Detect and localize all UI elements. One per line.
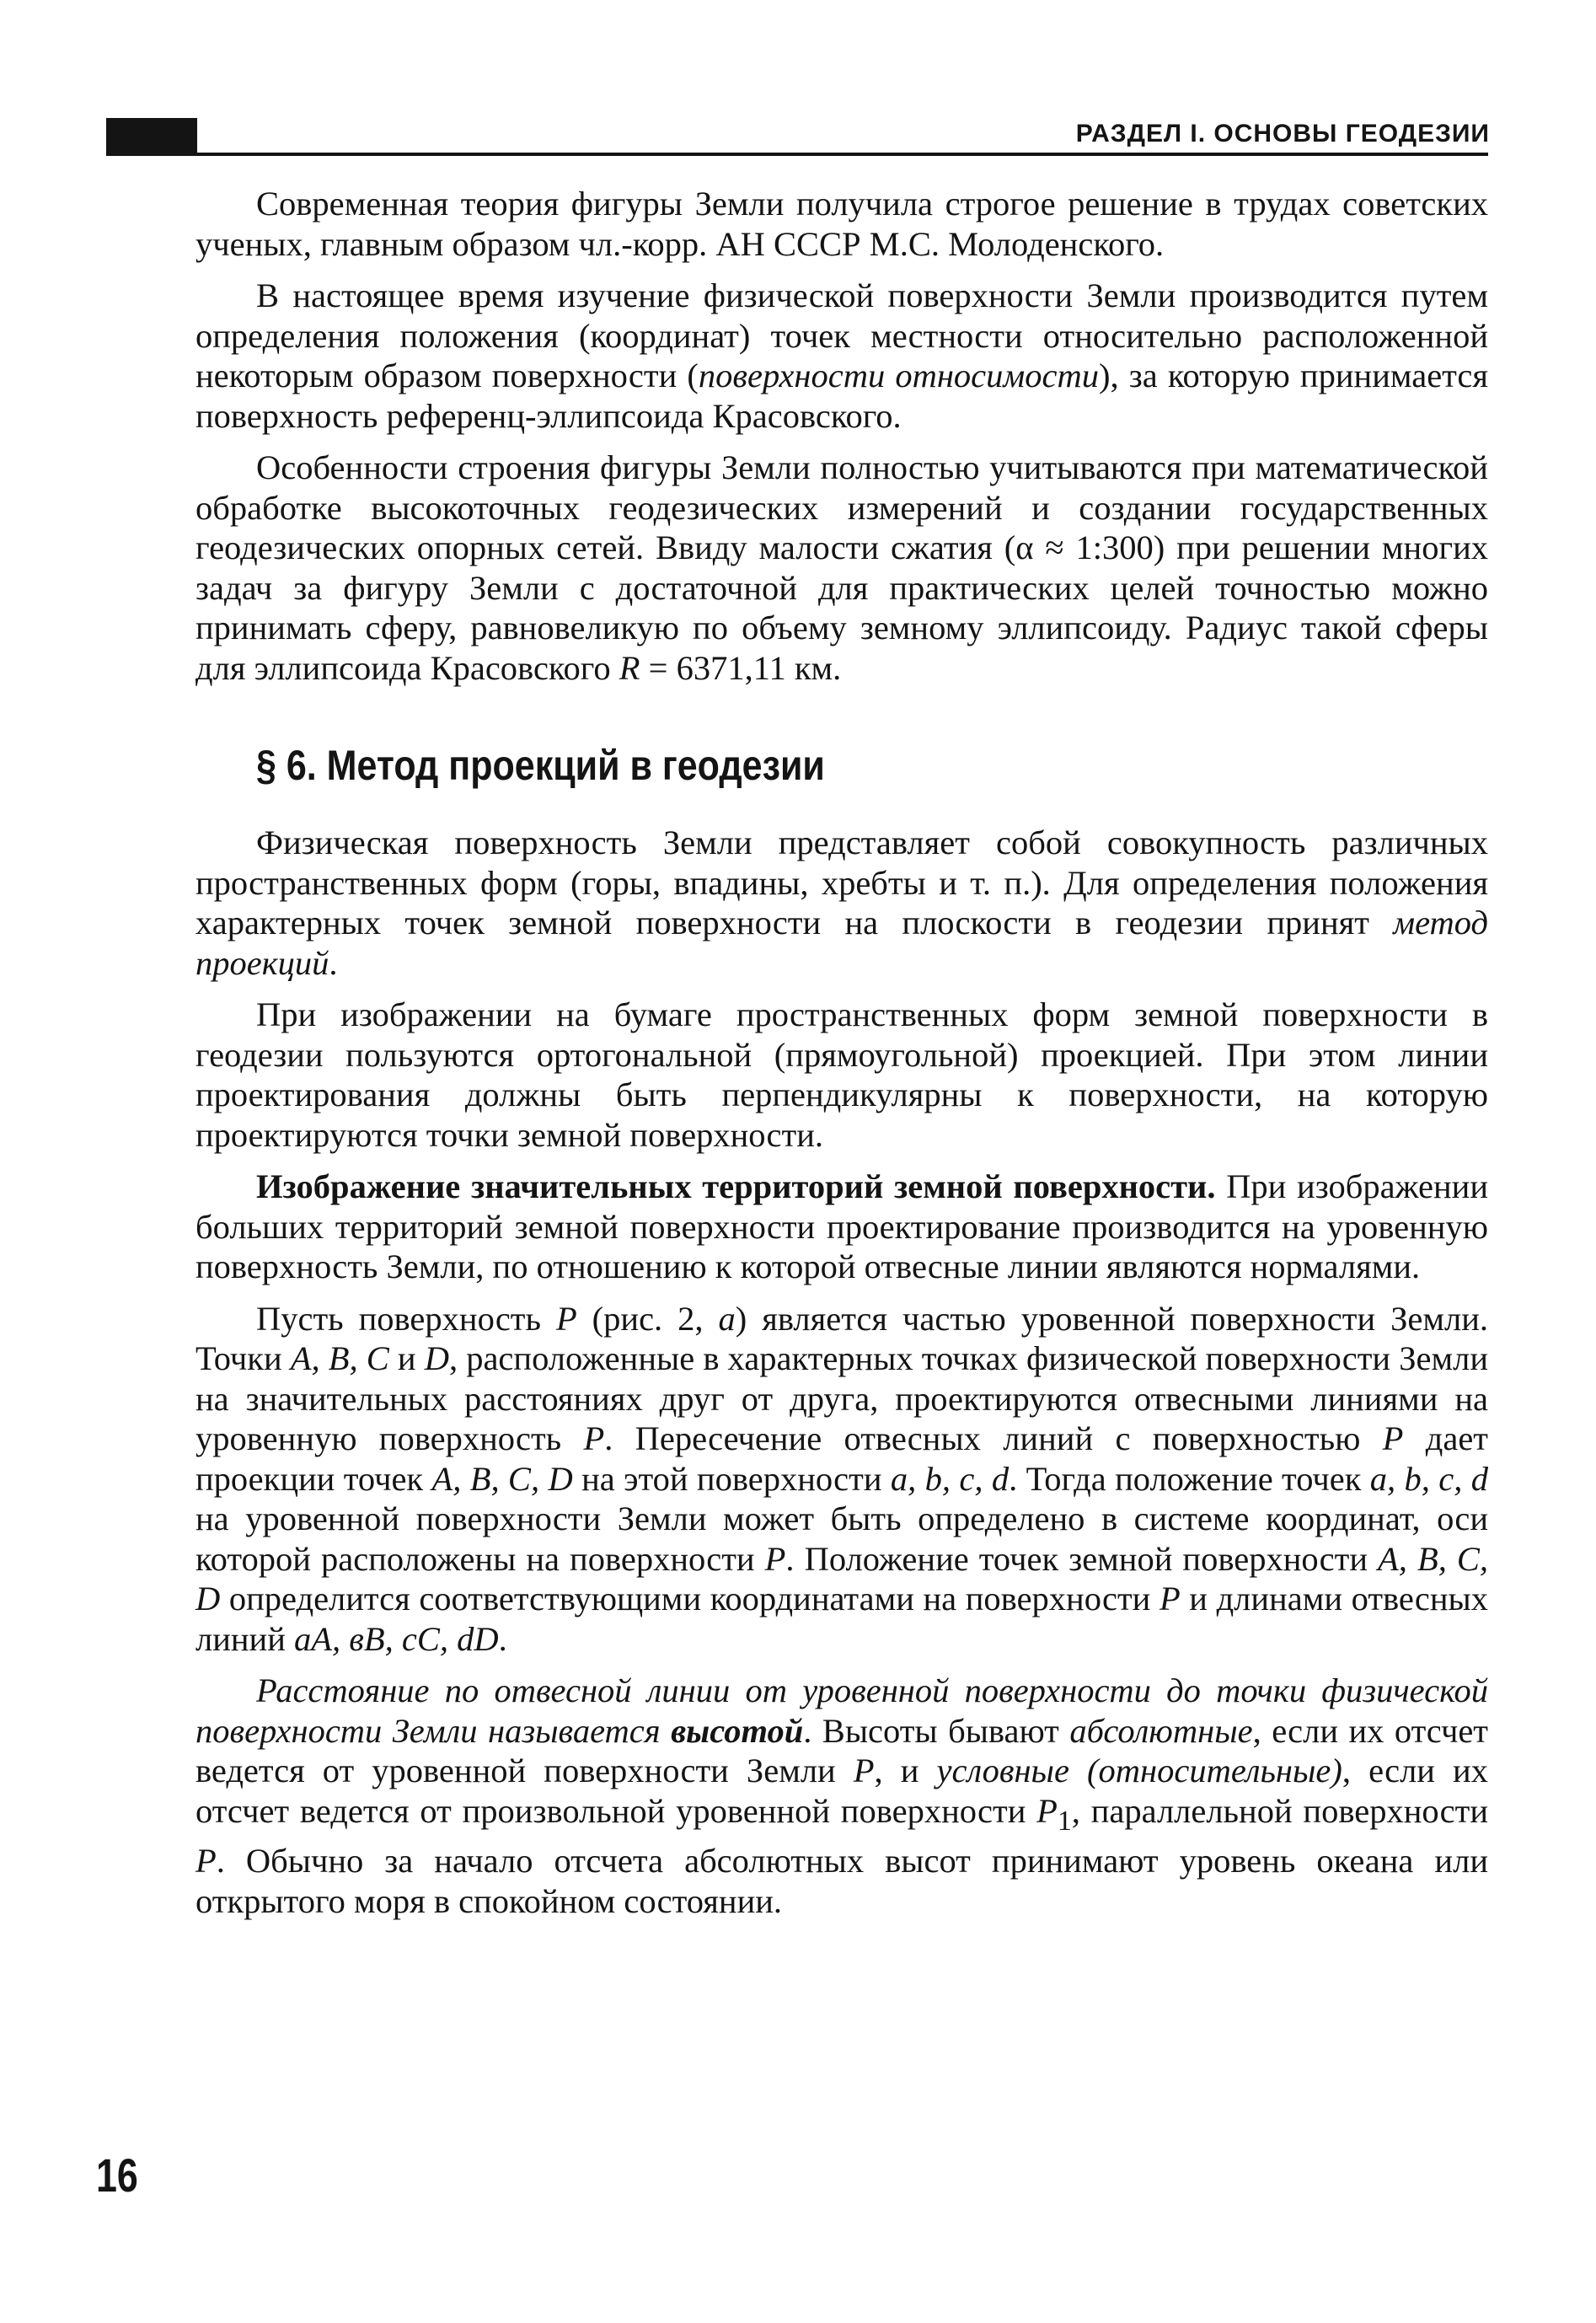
paragraph-orthogonal-projection: При изображении на бумаге пространственных форм земной поверхности в геодезии пользуются ортогональной (прямоугольной) проекцией. При этом линии проектирования должны быть перпендикулярны к поверхности, на которую проектируются точки земной поверхности. [195,995,1488,1154]
page-number: 16 [96,2149,138,2202]
paragraph-theory: Современная теория фигуры Земли получила строгое решение в трудах советских ученых, главным образом чл.-корр. АН СССР М.С. Молоденского. [195,185,1488,263]
paragraph-figure-features: Особенности строения фигуры Земли полностью учитываются при математической обработке высокоточных геодезических измерений и создании государственных геодезических опорных сетей. Ввиду малости сжатия (α ≈ 1:300) при решении многих задач за фигуру Земли с достаточной для практических целей точностью можно принимать сферу, равновеликую по объему земному эллипсоиду. Радиус такой сферы для эллипсоида Красовского R = 6371,11 км. [195,448,1488,687]
paragraph-level-surface: Пусть поверхность P (рис. 2, а) является частью уровенной поверхности Земли. Точки A, B, C и D, расположенные в характерных точках физической поверхности Земли на значительных расстояниях друг от друга, проектируются отвесными линиями на уровенную поверхность P. Пересечение отвесных линий с поверхностью P дает проекции точек A, B, C, D на этой поверхности a, b, c, d. Тогда положение точек a, b, c, d на уровенной поверхности Земли может быть определено в системе координат, оси которой расположены на поверхности P. Положение точек земной поверхности A, B, C, D определится соответствующими координатами на поверхности P и длинами отвесных линий aA, вB, cC, dD. [195,1299,1489,1658]
page-body [195,184,1488,1921]
header-rule [106,153,1488,156]
paragraph-height-definition: Расстояние по отвесной линии от уровенной поверхности до точки физической поверхности Земли называется высотой. Высоты бывают абсолютные, если их отсчет ведется от уровенной поверхности Земли P, и условные (относительные), если их отсчет ведется от произвольной уровенной поверхности $P_1$, параллельной поверхности P. Обычно за начало отсчета абсолютных высот принимают уровень океана или открытого моря в спокойном состоянии. [195,1671,1488,1920]
paragraph-physical-surface: Физическая поверхность Земли представляет собой совокупность различных пространственных форм (горы, впадины, хребты и т. п.). Для определения положения характерных точек земной поверхности на плоскости в геодезии принят метод проекций. [195,824,1488,982]
paragraph-surface-study: В настоящее время изучение физической поверхности Земли производится путем определения положения (координат) точек местности относительно расположенной некоторым образом поверхности (поверхности относимости), за которую принимается поверхность референц-эллипсоида Красовского. [195,276,1488,435]
paragraph-large-territories: Изображение значительных территорий земной поверхности. При изображении больших территорий земной поверхности проектирование производится на уровенную поверхность Земли, по отношению к которой отвесные линии являются нормалями. [195,1167,1488,1285]
section-heading: § 6. Метод проекций в геодезии [256,742,825,789]
running-head: РАЗДЕЛ I. ОСНОВЫ ГЕОДЕЗИИ [1075,120,1490,148]
header-black-block [106,118,197,156]
